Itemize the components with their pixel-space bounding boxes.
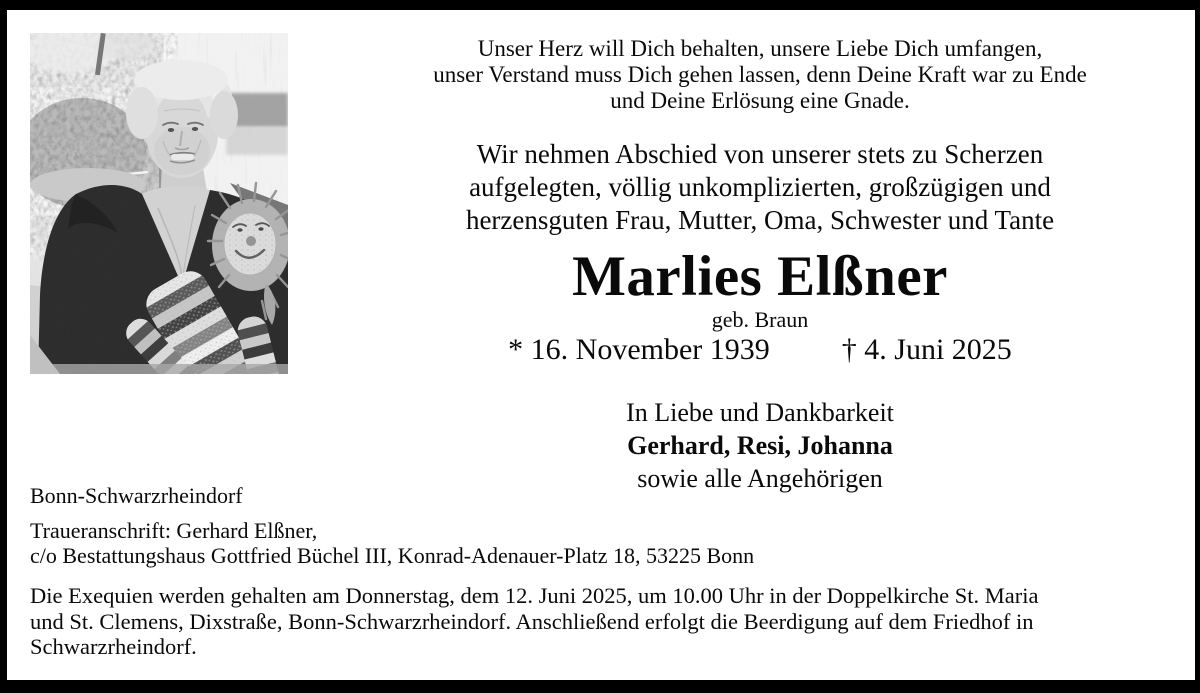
service-line-1: Die Exequien werden gehalten am Donnerstag, dem 12. Juni 2025, um 10.00 Uhr in der Doppelkirche St. Maria (30, 583, 1039, 608)
mourning-address (30, 518, 1175, 568)
verse-line-3: und Deine Erlösung eine Gnade. (610, 88, 910, 113)
portrait-photo-art (30, 33, 288, 374)
mourning-line-3: sowie alle Angehörigen (637, 464, 883, 493)
farewell-line-2: aufgelegten, völlig unkomplizierten, großzügigen und (469, 172, 1051, 202)
opening-verse (330, 36, 1190, 114)
verse-line-2: unser Verstand muss Dich gehen lassen, denn Deine Kraft war zu Ende (433, 62, 1087, 87)
address-line-2: c/o Bestattungshaus Gottfried Büchel III, Konrad-Adenauer-Platz 18, 53225 Bonn (30, 543, 755, 568)
place-line: Bonn-Schwarzrheindorf (30, 483, 243, 508)
mourning-line-1: In Liebe und Dankbarkeit (626, 398, 894, 427)
life-dates (330, 333, 1190, 367)
farewell-line-1: Wir nehmen Abschied von unserer stets zu Scherzen (476, 139, 1044, 169)
farewell-paragraph (330, 138, 1190, 237)
service-line-2: und St. Clemens, Dixstraße, Bonn-Schwarzrheindorf. Anschließend erfolgt die Beerdigung auf dem Friedhof in (30, 608, 1034, 634)
service-line-3: Schwarzrheindorf. (30, 634, 197, 659)
service-info (30, 583, 1175, 660)
farewell-line-3: herzensguten Frau, Mutter, Oma, Schwester und Tante (465, 205, 1055, 235)
verse-line-1: Unser Herz will Dich behalten, unsere Liebe Dich umfangen, (477, 36, 1043, 61)
mourning-names: Gerhard, Resi, Johanna (627, 431, 893, 460)
mourners-block (330, 396, 1190, 495)
address-line-1: Traueranschrift: Gerhard Elßner, (30, 518, 318, 543)
deceased-name: Marlies Elßner (572, 245, 948, 308)
maiden-name: geb. Braun (711, 307, 809, 332)
portrait-photo (30, 33, 288, 374)
death-date: † 4. Juni 2025 (841, 333, 1012, 366)
birth-date: * 16. November 1939 (508, 333, 770, 366)
